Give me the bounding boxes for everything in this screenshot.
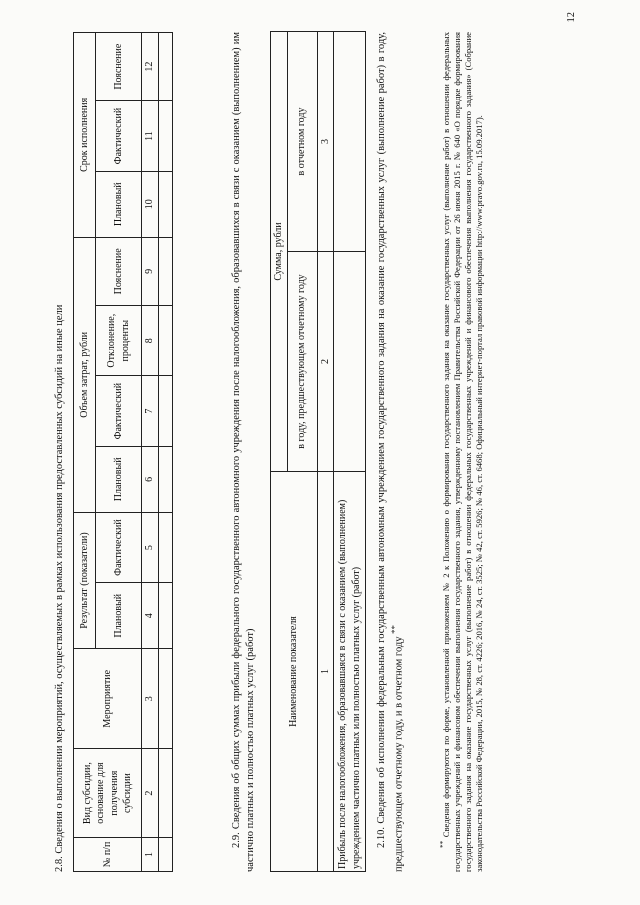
footnote-text: Сведения формируются по форме, установленной приложением № 2 к Положению о формировании государственного задания на оказание государственных услуг (выполнение работ) в отношении федеральных государственных учреждений и финансовом обеспечении выполнения государственного задания, утвержденному постановлением Правительства Российской Федерации от 26 июня 2015 г. № 640 «О порядке формирования государственного задания на оказание государственных услуг (выполнение работ) в отношении федеральных государственных учреждений и финансового обеспечения выполнения государственного задания» (Собрание законодательства Российской Федерации, 2015, № 28, ст. 4226; 2016, № 24, ст. 3525; № 42, ст. 5926; № 46, ст. 6468; Официальный интернет-портал правовой информации http://www.pravo.gov.ru, 15.09.2017).: [440, 32, 484, 872]
table-cell: [158, 376, 172, 446]
col-number: 1: [317, 472, 334, 872]
header-term: Срок исполнения: [74, 33, 96, 238]
table-cell: [158, 305, 172, 375]
table-cell: [334, 252, 366, 472]
col-number: 4: [142, 583, 159, 649]
page-number: 12: [566, 12, 577, 23]
table-cell: [334, 31, 366, 251]
header-cost-actual: Фактический: [96, 376, 142, 446]
header-report-year: в отчетном году: [287, 31, 317, 251]
header-term-planned: Плановый: [96, 171, 142, 237]
col-number: 12: [142, 33, 159, 101]
header-sum: Сумма, рубли: [271, 31, 288, 471]
profit-row-label: Прибыль после налогообложения, образовавшаяся в связи с оказанием (выполнением) учреждением частично платных или полностью платных услуг (работ): [334, 472, 366, 872]
row-number: 1: [142, 837, 159, 871]
col-number: 2: [142, 749, 159, 838]
header-result: Результат (показатели): [74, 512, 96, 648]
header-cost-explanation: Пояснение: [96, 237, 142, 305]
section-2-10-body: 2.10. Сведения об исполнении федеральным государственным автономным учреждением государственного задания на оказание государственных услуг (выполнение работ) в году, предшествующем отчетному году, и в отчетном году: [376, 32, 405, 872]
col-number: 6: [142, 446, 159, 512]
col-number: 3: [142, 649, 159, 749]
col-number: 5: [142, 512, 159, 582]
subsidy-measures-table: [73, 32, 173, 872]
col-number: 2: [317, 252, 334, 472]
header-term-actual: Фактический: [96, 101, 142, 171]
header-cost-deviation: Отклонение, проценты: [96, 305, 142, 375]
table-cell: [158, 649, 172, 749]
footnote-ref: **: [389, 625, 400, 634]
table-cell: [158, 446, 172, 512]
table-cell: [158, 33, 172, 101]
header-subsidy-type: Вид субсидии, основание для получения субсидии: [74, 749, 142, 838]
profit-table: [270, 31, 366, 872]
table-cell: [158, 171, 172, 237]
footnote-mark: **: [438, 840, 447, 848]
col-number: 3: [317, 31, 334, 251]
header-result-actual: Фактический: [96, 512, 142, 582]
table-cell: [158, 837, 172, 871]
header-prev-year: в году, предшествующем отчетному году: [287, 252, 317, 472]
table-cell: [158, 101, 172, 171]
section-2-8-title: 2.8. Сведения о выполнении мероприятий, осуществляемых в рамках использования предоставленных субсидий на иные цели: [54, 304, 65, 872]
rotated-content: [45, 12, 605, 872]
table-cell: [158, 749, 172, 838]
col-number: 8: [142, 305, 159, 375]
header-num: № п/п: [74, 837, 142, 871]
col-number: 9: [142, 237, 159, 305]
header-term-explanation: Пояснение: [96, 33, 142, 101]
section-2-10-text: [375, 32, 407, 872]
col-number: 11: [142, 101, 159, 171]
col-number: 7: [142, 376, 159, 446]
table-cell: [158, 583, 172, 649]
header-indicator: Наименование показателя: [271, 472, 318, 872]
table-cell: [158, 237, 172, 305]
header-cost-planned: Плановый: [96, 446, 142, 512]
footnote: [439, 32, 486, 872]
header-cost: Объем затрат, рубли: [74, 237, 96, 512]
col-number: 10: [142, 171, 159, 237]
header-measure: Мероприятие: [74, 649, 142, 749]
section-2-9-title: 2.9. Сведения об общих суммах прибыли федерального государственного автономного учреждения после налогообложения, образовавшихся в связи с оказанием (выполнением) им частично платных и полностью платных услуг (работ): [231, 32, 257, 872]
table-cell: [158, 512, 172, 582]
header-result-planned: Плановый: [96, 583, 142, 649]
